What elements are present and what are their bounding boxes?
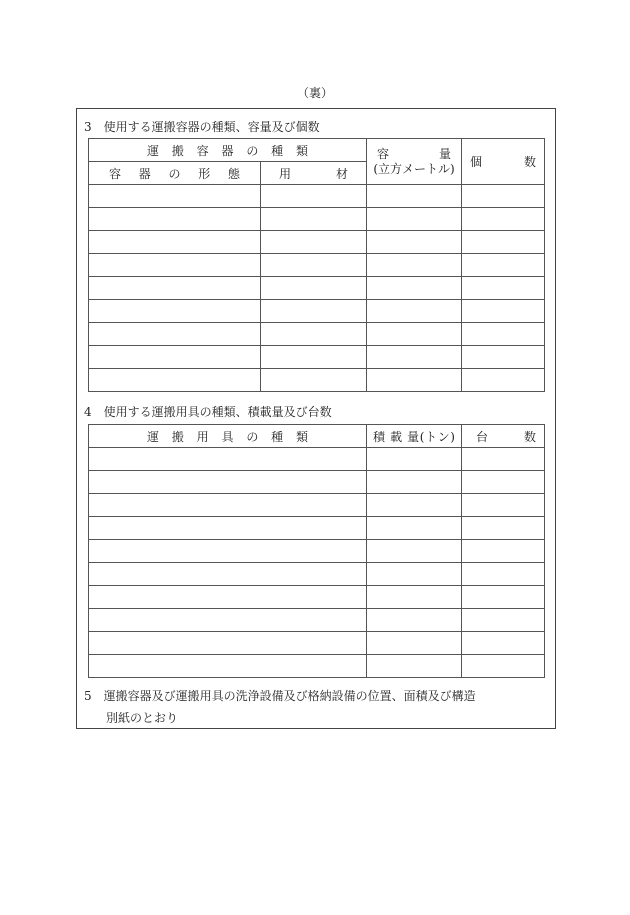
section4-title: 4 使用する運搬用具の種類、積載量及び台数 <box>84 405 332 419</box>
unit-count-cell[interactable] <box>462 540 545 563</box>
capacity-header-label: 容 量 <box>377 146 452 161</box>
equipment-type-cell[interactable] <box>89 448 367 471</box>
unit-count-cell[interactable] <box>462 655 545 678</box>
equipment-type-cell[interactable] <box>89 471 367 494</box>
unit-count-cell[interactable] <box>462 632 545 655</box>
load-cell[interactable] <box>367 448 462 471</box>
material-cell[interactable] <box>261 231 367 254</box>
table-row <box>89 586 545 609</box>
equipment-type-cell[interactable] <box>89 655 367 678</box>
unit-count-cell[interactable] <box>462 586 545 609</box>
load-cell[interactable] <box>367 494 462 517</box>
load-cell[interactable] <box>367 471 462 494</box>
load-cell[interactable] <box>367 563 462 586</box>
table-row <box>89 346 545 369</box>
shape-cell[interactable] <box>89 277 261 300</box>
section5-title: 5 運搬容器及び運搬用具の洗浄設備及び格納設備の位置、面積及び構造 <box>84 689 476 703</box>
material-cell[interactable] <box>261 346 367 369</box>
equipment-type-cell[interactable] <box>89 609 367 632</box>
equipment-type-cell[interactable] <box>89 586 367 609</box>
unit-count-header: 台 数 <box>462 425 545 448</box>
load-cell[interactable] <box>367 517 462 540</box>
equipment-type-cell[interactable] <box>89 632 367 655</box>
shape-cell[interactable] <box>89 185 261 208</box>
material-header: 用 材 <box>261 162 367 185</box>
shape-cell[interactable] <box>89 254 261 277</box>
shape-cell[interactable] <box>89 323 261 346</box>
unit-count-cell[interactable] <box>462 517 545 540</box>
count-cell[interactable] <box>462 208 545 231</box>
material-cell[interactable] <box>261 277 367 300</box>
table-row <box>89 632 545 655</box>
table-row <box>89 609 545 632</box>
container-shape-header: 容 器 の 形 態 <box>89 162 261 185</box>
equipment-type-header: 運 搬 用 具 の 種 類 <box>89 425 367 448</box>
equipment-table <box>88 424 545 678</box>
table-row <box>89 655 545 678</box>
table-row <box>89 231 545 254</box>
section3-title: 3 使用する運搬容器の種類、容量及び個数 <box>84 120 320 134</box>
capacity-cell[interactable] <box>367 369 462 392</box>
load-cell[interactable] <box>367 540 462 563</box>
shape-cell[interactable] <box>89 231 261 254</box>
material-cell[interactable] <box>261 369 367 392</box>
capacity-cell[interactable] <box>367 185 462 208</box>
material-cell[interactable] <box>261 185 367 208</box>
table-row <box>89 323 545 346</box>
table-row <box>89 254 545 277</box>
unit-count-cell[interactable] <box>462 563 545 586</box>
table-row <box>89 369 545 392</box>
load-cell[interactable] <box>367 632 462 655</box>
capacity-cell[interactable] <box>367 254 462 277</box>
equipment-type-cell[interactable] <box>89 540 367 563</box>
unit-count-cell[interactable] <box>462 448 545 471</box>
count-cell[interactable] <box>462 323 545 346</box>
material-cell[interactable] <box>261 323 367 346</box>
capacity-cell[interactable] <box>367 346 462 369</box>
capacity-header <box>367 139 462 185</box>
unit-count-cell[interactable] <box>462 609 545 632</box>
load-capacity-header: 積 載 量(トン) <box>367 425 462 448</box>
unit-count-cell[interactable] <box>462 494 545 517</box>
shape-cell[interactable] <box>89 369 261 392</box>
shape-cell[interactable] <box>89 300 261 323</box>
load-cell[interactable] <box>367 586 462 609</box>
equipment-type-cell[interactable] <box>89 563 367 586</box>
material-cell[interactable] <box>261 208 367 231</box>
count-cell[interactable] <box>462 369 545 392</box>
capacity-cell[interactable] <box>367 300 462 323</box>
table-row <box>89 517 545 540</box>
material-cell[interactable] <box>261 254 367 277</box>
count-cell[interactable] <box>462 254 545 277</box>
count-cell[interactable] <box>462 185 545 208</box>
table-row <box>89 208 545 231</box>
unit-count-cell[interactable] <box>462 471 545 494</box>
load-cell[interactable] <box>367 655 462 678</box>
table-row <box>89 540 545 563</box>
table-row <box>89 471 545 494</box>
capacity-cell[interactable] <box>367 323 462 346</box>
count-cell[interactable] <box>462 277 545 300</box>
table-row <box>89 494 545 517</box>
table-row <box>89 185 545 208</box>
equipment-type-cell[interactable] <box>89 517 367 540</box>
capacity-header-unit: (立方メートル) <box>373 161 455 176</box>
table-row <box>89 448 545 471</box>
table-row <box>89 277 545 300</box>
page-header-back: （裏） <box>296 86 333 100</box>
table-row <box>89 300 545 323</box>
section5-note: 別紙のとおり <box>106 711 179 725</box>
container-table <box>88 138 545 392</box>
shape-cell[interactable] <box>89 346 261 369</box>
table-row <box>89 563 545 586</box>
load-cell[interactable] <box>367 609 462 632</box>
material-cell[interactable] <box>261 300 367 323</box>
count-header: 個 数 <box>462 139 545 185</box>
container-type-header: 運 搬 容 器 の 種 類 <box>89 139 367 162</box>
equipment-type-cell[interactable] <box>89 494 367 517</box>
shape-cell[interactable] <box>89 208 261 231</box>
count-cell[interactable] <box>462 231 545 254</box>
capacity-cell[interactable] <box>367 231 462 254</box>
count-cell[interactable] <box>462 300 545 323</box>
capacity-cell[interactable] <box>367 208 462 231</box>
count-cell[interactable] <box>462 346 545 369</box>
capacity-cell[interactable] <box>367 277 462 300</box>
